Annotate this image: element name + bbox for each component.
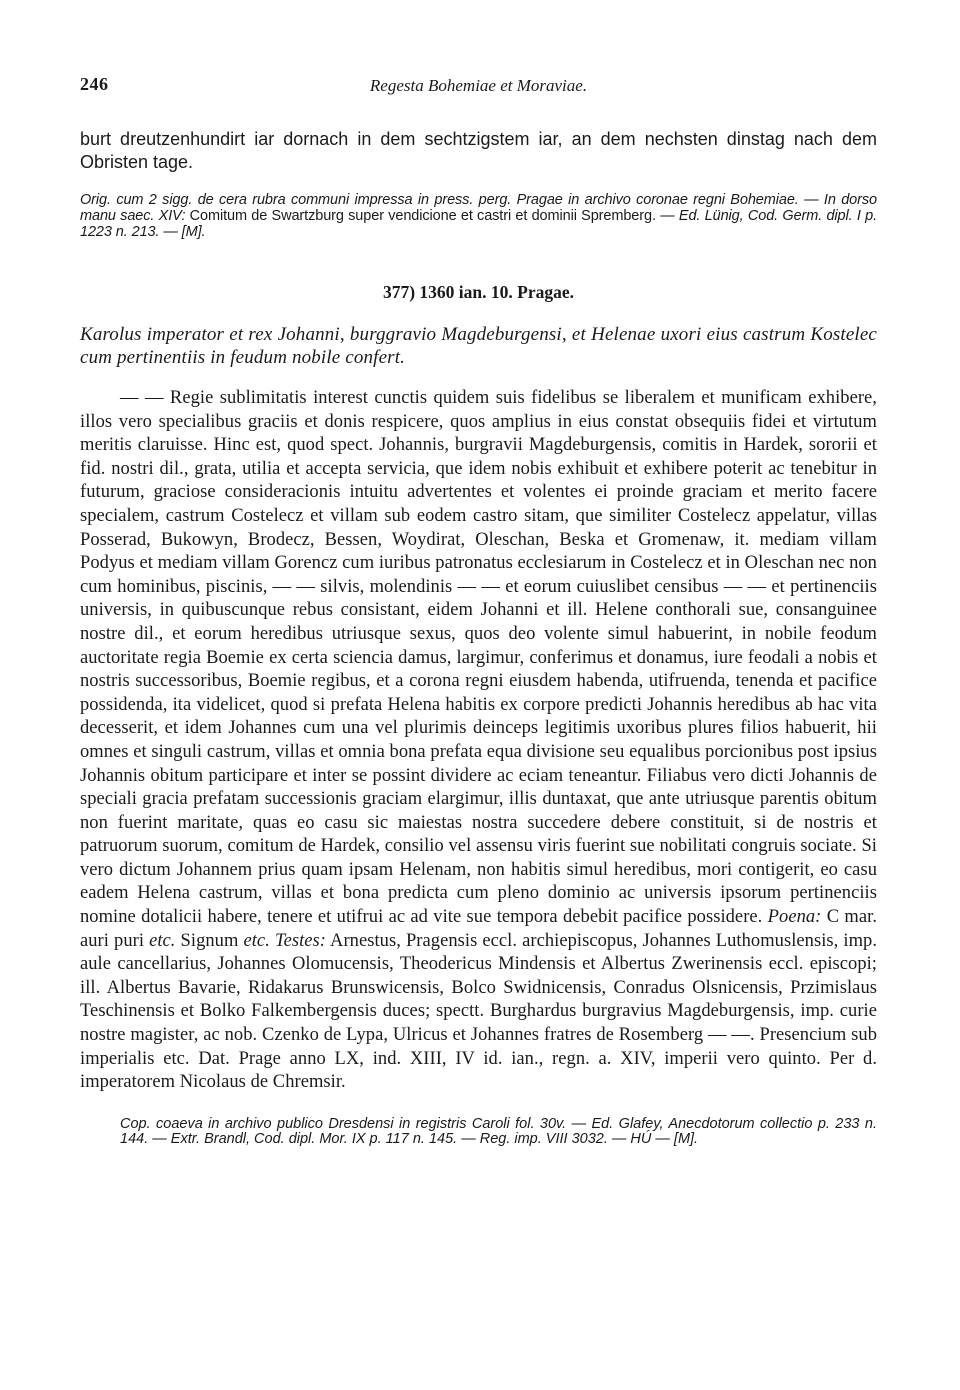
page-header	[80, 74, 877, 104]
poena-label: Poena:	[767, 907, 822, 928]
source-note-part1: Orig. cum 2 sigg. de cera rubra communi impressa in press. perg. Pragae in archivo coronae regni Bohemiae. — In dorso manu saec. XIV:	[80, 192, 877, 224]
poena-text: C mar. auri puri	[80, 907, 878, 951]
etc-2: etc.	[243, 930, 270, 951]
continuation-paragraph: burt dreutzenhundirt iar dornach in dem sechtzigstem iar, an dem nechsten dinstag nach dem Obristen tage.	[80, 129, 877, 172]
entry-heading: 377) 1360 ian. 10. Pragae.	[382, 282, 575, 302]
source-note-part2: Comitum de Swartzburg super vendicione et castri et dominii Spremberg.	[185, 208, 661, 224]
body-main: — — Regie sublimitatis interest cunctis quidem suis fidelibus se liberalem et munificam exhibere, illos vero specialibus graciis et donis respicere, quos amplius in eius constat obsequiis fidei et virtutum meritis claruisse. Hinc est, quod spect. Johannis, burgravii Magdeburgensis, comitis in Hardek, sororii et fid. nostri dil., grata, utilia et accepta servicia, que idem nobis exhibuit et exhibere poterit ac tenebitur in futurum, graciose consideracionis intuitu advertentes et volentes ei proinde graciam et merito facere specialem, castrum Costelecz et villam sub eodem castro sitam, que similiter Costelecz appelatur, villas Posserad, Bukowyn, Brodecz, Bessen, Woydirat, Oleschan, Beska et Gromenaw, it. mediam villam Podyus et mediam villam Gorencz cum iuribus patronatus ecclesiarum in Costelecz et in Oleschan nec non cum hominibus, piscinis, — — silvis, molendinis — — et eorum cuiuslibet censibus — — et pertinenciis universis, in quibuscunque rebus consistant, eidem Johanni et ill. Helene conthorali sue, consanguinee nostre dil., et eorum heredibus utriusque sexus, quos deo volente simul habuerint, in nobile feodum auctoritate regia Boemie ex certa sciencia damus, largimur, conferimus et donamus, iure feodali a nobis et nostris successoribus, Boemie regibus, et a corona regni eiusdem habenda, utifruenda, tenenda et pacifice possidenda, ita videlicet, quod si prefata Helena habitis ex corpore predicti Johannis heredibus ab hac vita decesserit, et idem Johannes cum una vel plurimis deinceps legitimis uxoribus plures filios habuerit, hii omnes et singuli castrum, villas et omnia bona prefata equa divisione seu equalibus porcionibus post ipsius Johannis obitum participare et inter se possint dividere ac eciam teneantur. Filiabus vero dicti Johannis de speciali gracia prefatam successionis graciam elargimur, illis duntaxat, que ante utriusque parentis obitum non fuerint maritate, quas eo casu sic maiestas nostra succedere debere constituit, si de nostris et patruorum suorum, comitum de Hardek, consilio vel assensu viris fuerint sue nobilitati congruis sociate. Si vero dictum Johannem prius quam ipsam Helenam, non habitis simul heredibus, mori contigerit, eo casu eadem Helena castrum, villas et bona predicta cum pleno dominio ac universis ipsorum pertinenciis nomine dotalicii habere, tenere et utifrui ac ad vite sue tempora debebit pacifice possidere.	[80, 388, 877, 928]
entry-summary: Karolus imperator et rex Johanni, burggravio Magdeburgensi, et Helenae uxori eius castrum Kostelec cum pertinentiis in feudum nobile confert.	[80, 324, 877, 368]
source-note	[80, 192, 877, 240]
testes-label: Testes:	[274, 930, 327, 951]
etc-1: etc.	[149, 930, 176, 951]
signum-text: Signum	[175, 930, 244, 951]
page-number: 246	[80, 74, 109, 94]
document-page	[80, 74, 877, 1147]
body-testes: Arnestus, Pragensis eccl. archiepiscopus, Johannes Luthomuslensis, imp. aule cancellarius, Johannes Olomucensis, Theodericus Mindensis et Albertus Zwerinensis eccl. episcopi; ill. Albertus Bavarie, Ridakarus Brunswicensis, Bolco Swidnicensis, Conradus Olsnicensis, Przimislaus Teschinensis et Bolko Falkembergensis duces; spectt. Burghardus burgravius Magdeburgensis, imp. curie nostre magister, ac nob. Czenko de Lypa, Ulricus et Johannes fratres de Rosemberg — —. Presencium sub imperialis etc. Dat. Prage anno LX, ind. XIII, IV id. ian., regn. a. XIV, imperii vero quinto. Per d. imperatorem Nicolaus de Chremsir.	[80, 930, 877, 1093]
source-note-part3: — Ed. Lünig, Cod. Germ. dipl. I p. 1223 n. 213. — [M].	[80, 208, 877, 240]
running-title: Regesta Bohemiae et Moraviae.	[369, 76, 588, 95]
footnote: Cop. coaeva in archivo publico Dresdensi in registris Caroli fol. 30v. — Ed. Glafey, Anecdotorum collectio p. 233 n. 144. — Extr. Brandl, Cod. dipl. Mor. IX p. 117 n. 145. — Reg. imp. VIII 3032. — HÚ — [M].	[120, 1115, 877, 1147]
entry-body	[80, 387, 877, 1095]
